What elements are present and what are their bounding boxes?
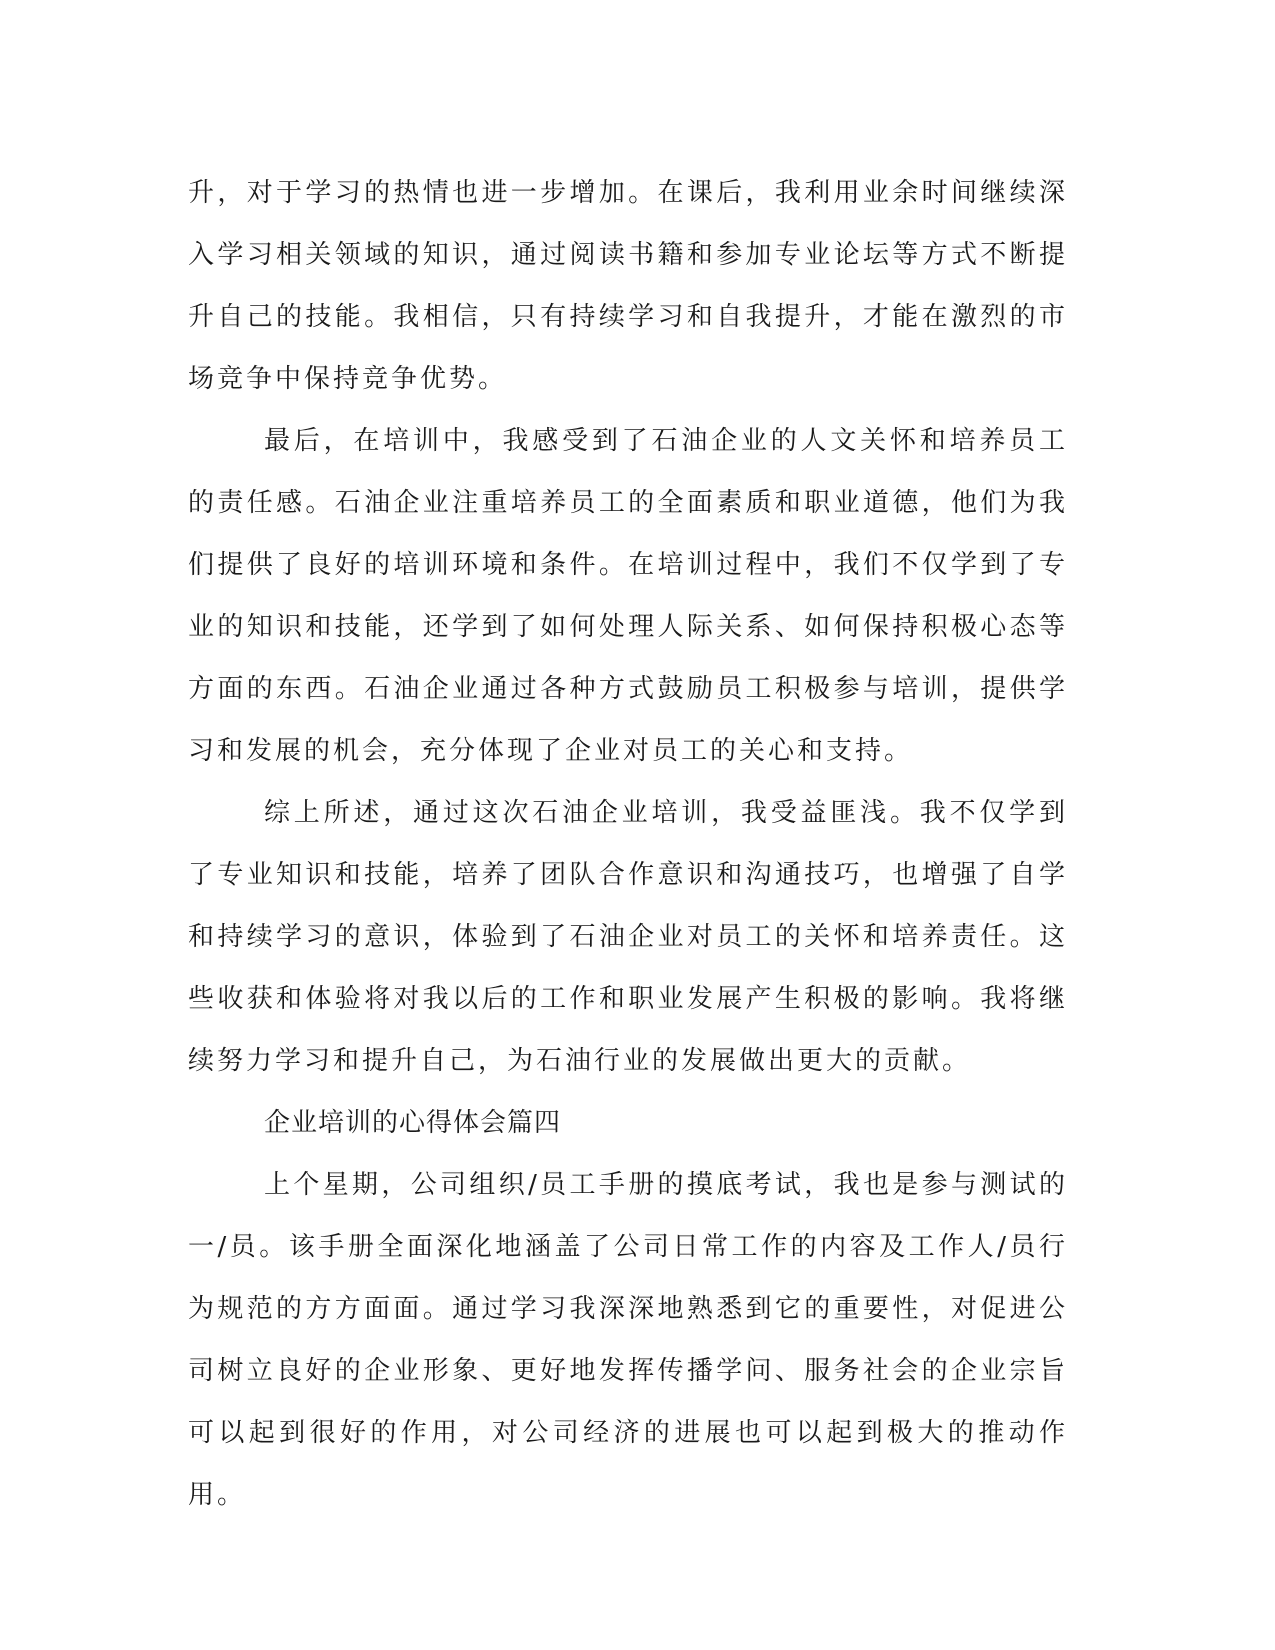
document-body (188, 162, 1068, 1526)
section-heading: 企业培训的心得体会篇四 (264, 1108, 562, 1138)
paragraph-continuation: 升，对于学习的热情也进一步增加。在课后，我利用业余时间继续深入学习相关领域的知识，通过阅读书籍和参加专业论坛等方式不断提升自己的技能。我相信，只有持续学习和自我提升，才能在激烈的市场竞争中保持竞争优势。 (188, 178, 1068, 394)
paragraph-handbook-exam: 上个星期，公司组织/员工手册的摸底考试，我也是参与测试的一/员。该手册全面深化地涵盖了公司日常工作的内容及工作人/员行为规范的方方面面。通过学习我深深地熟悉到它的重要性，对促进公司树立良好的企业形象、更好地发挥传播学问、服务社会的企业宗旨可以起到很好的作用，对公司经济的进展也可以起到极大的推动作用。 (188, 1170, 1068, 1510)
paragraph-human-care: 最后，在培训中，我感受到了石油企业的人文关怀和培养员工的责任感。石油企业注重培养员工的全面素质和职业道德，他们为我们提供了良好的培训环境和条件。在培训过程中，我们不仅学到了专业的知识和技能，还学到了如何处理人际关系、如何保持积极心态等方面的东西。石油企业通过各种方式鼓励员工积极参与培训，提供学习和发展的机会，充分体现了企业对员工的关心和支持。 (188, 426, 1068, 766)
paragraph-summary: 综上所述，通过这次石油企业培训，我受益匪浅。我不仅学到了专业知识和技能，培养了团队合作意识和沟通技巧，也增强了自学和持续学习的意识，体验到了石油企业对员工的关怀和培养责任。这些收获和体验将对我以后的工作和职业发展产生积极的影响。我将继续努力学习和提升自己，为石油行业的发展做出更大的贡献。 (188, 798, 1068, 1076)
